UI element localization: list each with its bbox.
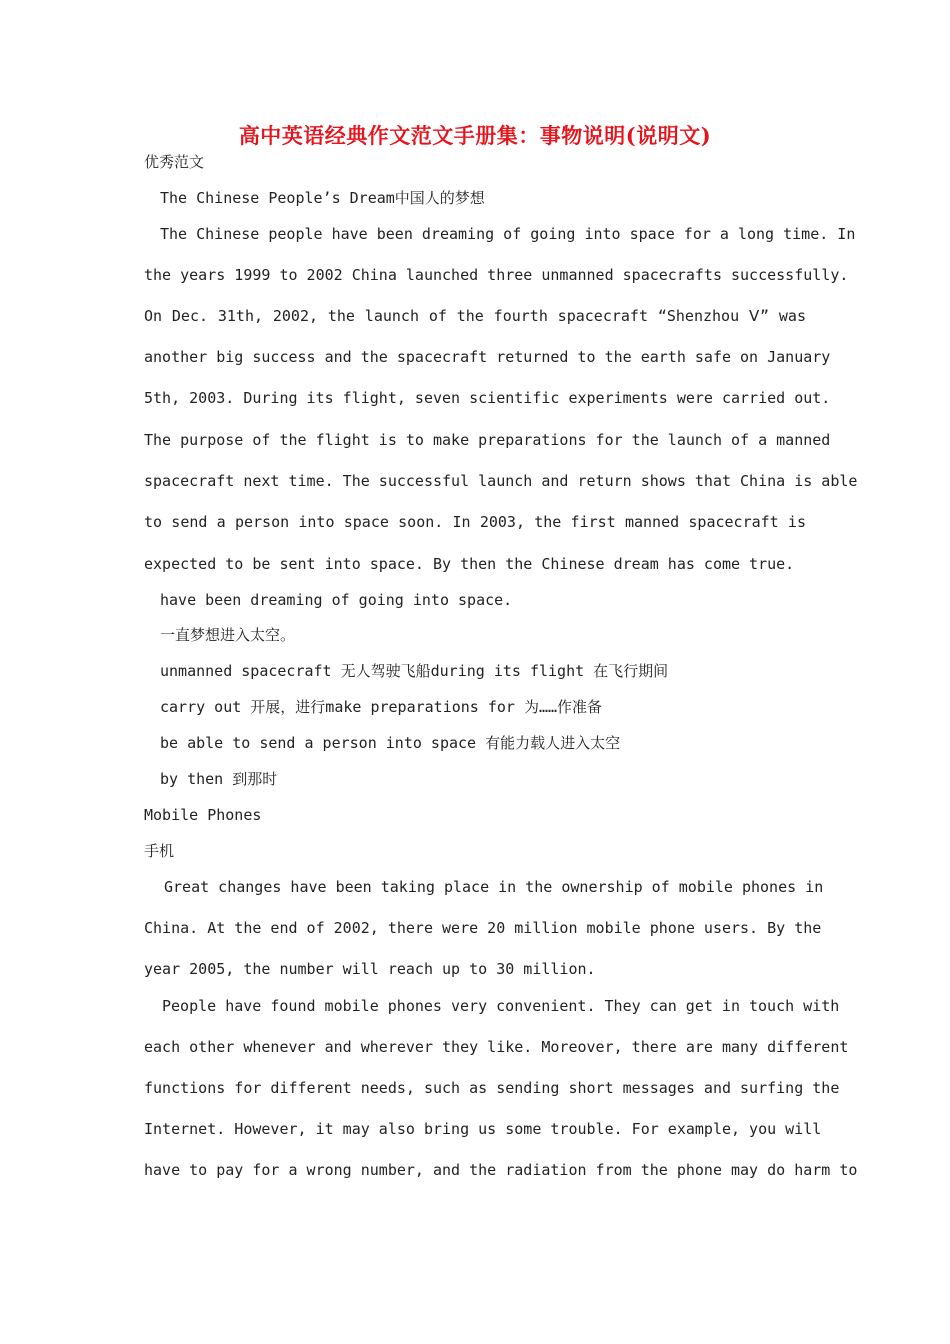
vocab-line: have been dreaming of going into space. <box>160 591 513 609</box>
essay-heading: The Chinese People’s Dream中国人的梦想 <box>160 189 485 207</box>
paragraph-line: Internet. However, it may also bring us some trouble. For example, you will <box>144 1120 822 1138</box>
vocab-line: unmanned spacecraft 无人驾驶飞船during its flight 在飞行期间 <box>160 662 669 680</box>
paragraph-line: The Chinese people have been dreaming of going into space for a long time. In <box>160 225 856 243</box>
paragraph-line: another big success and the spacecraft returned to the earth safe on January <box>144 348 831 366</box>
document-title: 高中英语经典作文范文手册集：事物说明(说明文) <box>238 123 712 148</box>
paragraph-line: functions for different needs, such as sending short messages and surfing the <box>144 1079 840 1097</box>
paragraph-line: On Dec. 31th, 2002, the launch of the fourth spacecraft “Shenzhou Ⅴ” was <box>144 307 806 325</box>
vocab-line: 一直梦想进入太空。 <box>160 626 296 644</box>
paragraph-line: year 2005, the number will reach up to 30 million. <box>144 960 596 978</box>
vocab-line: by then 到那时 <box>160 770 278 788</box>
paragraph-line: China. At the end of 2002, there were 20 million mobile phone users. By the <box>144 919 822 937</box>
paragraph-line: 5th, 2003. During its flight, seven scientific experiments were carried out. <box>144 389 831 407</box>
paragraph-line: have to pay for a wrong number, and the radiation from the phone may do harm to <box>144 1161 858 1179</box>
paragraph-line: People have found mobile phones very convenient. They can get in touch with <box>162 997 840 1015</box>
paragraph-line: spacecraft next time. The successful launch and return shows that China is able <box>144 472 858 490</box>
paragraph-line: to send a person into space soon. In 2003, the first manned spacecraft is <box>144 513 806 531</box>
section-label: 优秀范文 <box>144 153 205 171</box>
paragraph-line: The purpose of the flight is to make preparations for the launch of a manned <box>144 431 831 449</box>
vocab-line: be able to send a person into space 有能力载人进入太空 <box>160 734 621 752</box>
essay-heading-cn: 手机 <box>144 842 175 860</box>
essay-heading: Mobile Phones <box>144 806 262 824</box>
paragraph-line: each other whenever and wherever they like. Moreover, there are many different <box>144 1038 849 1056</box>
vocab-line: carry out 开展，进行make preparations for 为……作准备 <box>160 698 603 716</box>
paragraph-line: the years 1999 to 2002 China launched three unmanned spacecrafts successfully. <box>144 266 849 284</box>
paragraph-line: Great changes have been taking place in the ownership of mobile phones in <box>164 878 824 896</box>
paragraph-line: expected to be sent into space. By then the Chinese dream has come true. <box>144 555 795 573</box>
